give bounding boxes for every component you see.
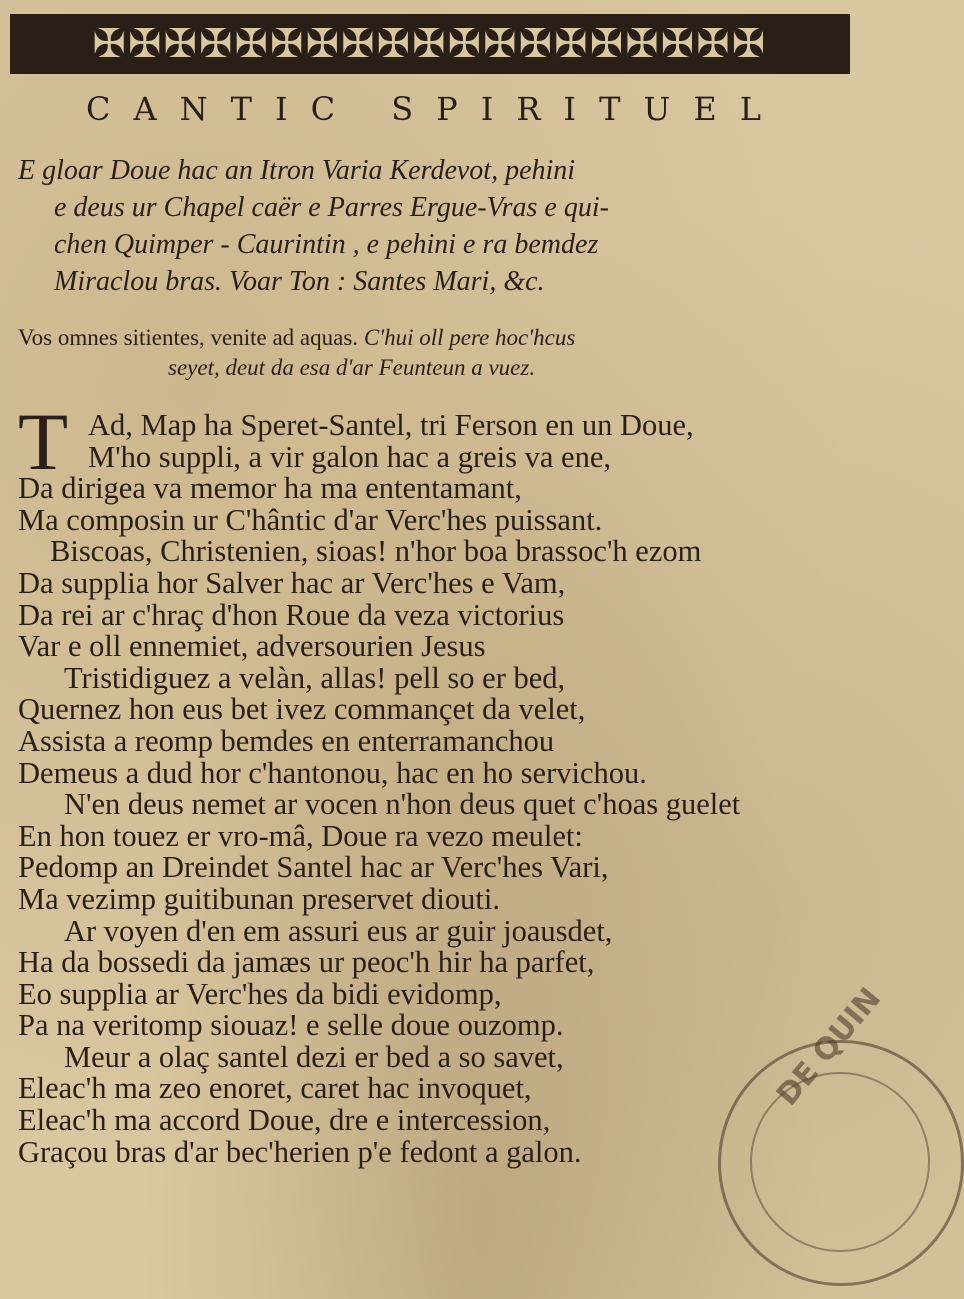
poem-line: Demeus a dud hor c'hantonou, hac en ho servichou. (18, 755, 647, 790)
poem-line: Da rei ar c'hraç d'hon Roue da veza victorius (18, 597, 565, 632)
page-title: CANTIC SPIRITUEL (86, 90, 784, 128)
poem-line: N'en deus nemet ar vocen n'hon deus quet c'hoas guelet (64, 787, 741, 822)
epigraph-line (18, 353, 858, 383)
poem-line: Assista a reomp bemdes en enterramanchou (18, 723, 555, 758)
poem-line: Tristidiguez a velàn, allas! pell so er bed, (64, 660, 566, 695)
poem-line: Eleac'h ma accord Doue, dre e intercession, (18, 1103, 551, 1138)
poem-line: Ad, Map ha Speret-Santel, tri Ferson en un Doue, (88, 408, 694, 442)
poem-line: Da dirigea va memor ha ma ententamant, (18, 471, 522, 506)
poem-line: Eleac'h ma zeo enoret, caret hac invoquet, (18, 1071, 532, 1106)
epigraph-latin: Vos omnes sitientes, venite ad aquas. (18, 325, 359, 350)
poem-line: Quernez hon eus bet ivez commançet da velet, (18, 692, 586, 727)
poem-line: Var e oll ennemiet, adversourien Jesus (18, 629, 486, 664)
subtitle-line: e deus ur Chapel caër e Parres Ergue-Vras e qui- (54, 192, 609, 223)
subtitle-block (18, 152, 848, 300)
epigraph-line (18, 323, 858, 353)
poem-line: Ha da bossedi da jamæs ur peoc'h hir ha parfet, (18, 945, 595, 980)
subtitle-line: E gloar Doue hac an Itron Varia Kerdevot, pehini (18, 155, 576, 186)
poem-line: Da supplia hor Salver hac ar Verc'hes e Vam, (18, 565, 566, 600)
poem-line: Ma composin ur C'hântic d'ar Verc'hes puissant. (18, 502, 603, 537)
poem-body (18, 396, 863, 1169)
poem-line: Pedomp an Dreindet Santel hac ar Verc'hes Vari, (18, 850, 609, 885)
epigraph-breton: C'hui oll pere hoc'hcus (363, 325, 576, 350)
library-stamp-inner-ring (750, 1072, 930, 1252)
poem-line: Eo supplia ar Verc'hes da bidi evidomp, (18, 976, 502, 1011)
subtitle-line: chen Quimper - Caurintin , e pehini e ra bemdez (54, 229, 599, 260)
poem-line: Meur a olaç santel dezi er bed a so savet, (64, 1039, 564, 1074)
decorative-ornament-border: ✠✠✠✠✠✠✠✠✠✠✠✠✠✠✠✠✠✠✠ (10, 14, 850, 74)
drop-cap: T (18, 396, 69, 487)
poem-line: Ma vezimp guitibunan preservet diouti. (18, 881, 500, 916)
poem-line: Ar voyen d'en em assuri eus ar guir joausdet, (64, 913, 613, 948)
poem-line: M'ho suppli, a vir galon hac a greis va ene, (88, 439, 611, 474)
poem-line: Graçou bras d'ar bec'herien p'e fedont a galon. (18, 1134, 582, 1169)
epigraph (18, 323, 858, 383)
library-stamp-text: DE QUIN (770, 981, 889, 1113)
poem-line: Pa na veritomp siouaz! e selle doue ouzomp. (18, 1008, 564, 1043)
subtitle-line: Miraclou bras. Voar Ton : Santes Mari, &c. (54, 266, 545, 297)
poem-line: Biscoas, Christenien, sioas! n'hor boa brassoc'h ezom (50, 534, 702, 569)
epigraph-breton: seyet, deut da esa d'ar Feunteun a vuez. (168, 355, 536, 380)
poem-line: En hon touez er vro-mâ, Doue ra vezo meulet: (18, 818, 583, 853)
